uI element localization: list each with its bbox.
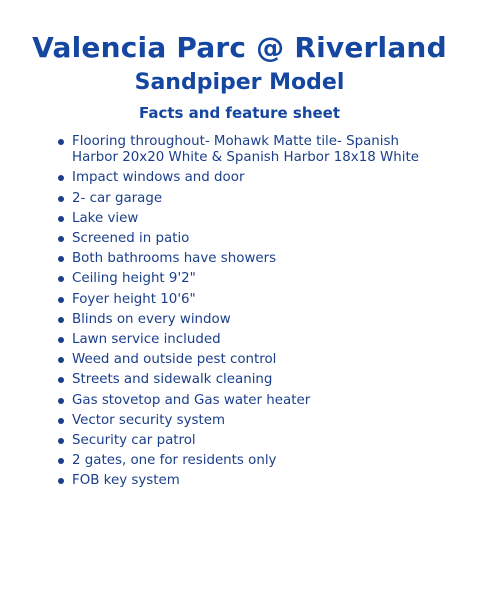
feature-text: Lake view <box>72 210 139 226</box>
bullet-icon <box>58 216 64 222</box>
feature-text: Security car patrol <box>72 433 196 449</box>
feature-item <box>56 453 426 469</box>
feature-item <box>56 292 426 308</box>
bullet-icon <box>58 337 64 343</box>
bullet-icon <box>58 139 64 145</box>
bullet-icon <box>58 398 64 404</box>
bullet-icon <box>58 478 64 484</box>
feature-text: Foyer height 10'6" <box>72 291 196 307</box>
feature-text: Blinds on every window <box>72 311 231 327</box>
features-list <box>56 134 426 494</box>
feature-item <box>56 352 426 368</box>
feature-item <box>56 271 426 287</box>
bullet-icon <box>58 458 64 464</box>
bullet-icon <box>58 377 64 383</box>
feature-item <box>56 433 426 449</box>
model-subtitle: Sandpiper Model <box>134 70 345 95</box>
feature-text: FOB key system <box>72 473 180 489</box>
bullet-icon <box>58 276 64 282</box>
feature-text: Streets and sidewalk cleaning <box>72 372 273 388</box>
bullet-icon <box>58 418 64 424</box>
bullet-icon <box>58 317 64 323</box>
feature-item <box>56 211 426 227</box>
page-title: Valencia Parc @ Riverland <box>32 31 447 64</box>
feature-text: Flooring throughout- Mohawk Matte tile- Spanish Harbor 20x20 White & Spanish Harbor 18x18 White <box>72 134 419 166</box>
bullet-icon <box>58 175 64 181</box>
feature-item <box>56 413 426 429</box>
feature-item <box>56 473 426 489</box>
feature-item <box>56 372 426 388</box>
feature-text: Impact windows and door <box>72 170 245 186</box>
feature-text: Both bathrooms have showers <box>72 251 277 267</box>
feature-item <box>56 393 426 409</box>
feature-text: 2- car garage <box>72 190 163 206</box>
bullet-icon <box>58 256 64 262</box>
feature-item <box>56 191 426 207</box>
bullet-icon <box>58 357 64 363</box>
bullet-icon <box>58 438 64 444</box>
feature-text: Weed and outside pest control <box>72 352 277 368</box>
section-heading: Facts and feature sheet <box>138 104 341 122</box>
feature-item <box>56 332 426 348</box>
feature-text: Screened in patio <box>72 231 190 247</box>
bullet-icon <box>58 297 64 303</box>
feature-item <box>56 251 426 267</box>
feature-item <box>56 170 426 186</box>
feature-text: Ceiling height 9'2" <box>72 271 196 287</box>
bullet-icon <box>58 196 64 202</box>
feature-text: Lawn service included <box>72 332 221 348</box>
feature-item <box>56 231 426 247</box>
feature-item <box>56 312 426 328</box>
feature-item <box>56 134 426 166</box>
feature-text: 2 gates, one for residents only <box>72 453 277 469</box>
bullet-icon <box>58 236 64 242</box>
feature-text: Gas stovetop and Gas water heater <box>72 392 311 408</box>
feature-text: Vector security system <box>72 412 226 428</box>
